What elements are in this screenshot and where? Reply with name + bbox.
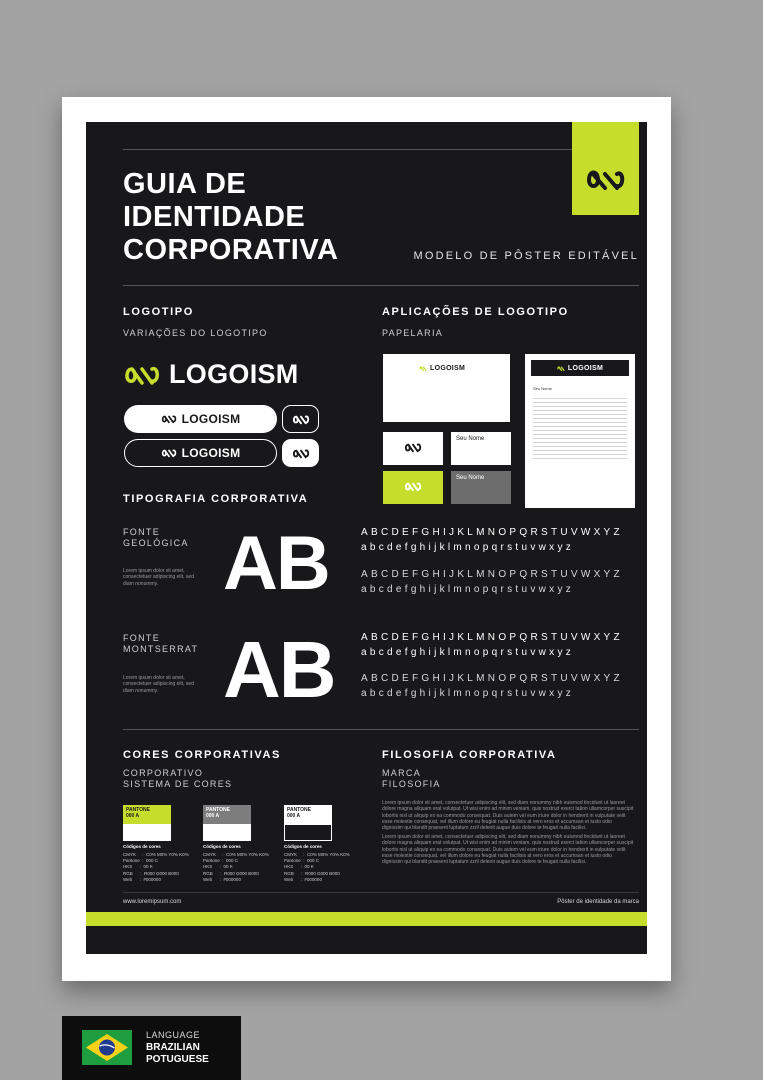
font2-uppercase: ABCDEFGHIJKLMNOPQRSTUVWXYZ: [361, 632, 623, 643]
font2-label-line-1: FONTE: [123, 633, 160, 643]
swatch-lime-spec-title: Códigos de cores: [123, 844, 161, 849]
applications-subheading: PAPELARIA: [382, 328, 444, 338]
font2-uppercase-light: ABCDEFGHIJKLMNOPQRSTUVWXYZ: [361, 673, 623, 684]
footer-bar: [86, 912, 647, 926]
business-card-gray: [451, 471, 511, 504]
logo-pill-white: [124, 405, 277, 433]
applications-heading: APLICAÇÕES DE LOGOTIPO: [382, 306, 569, 318]
logo-square-white: [282, 439, 319, 467]
primary-logo: [123, 359, 299, 390]
language-value-line-1: BRAZILIAN: [146, 1042, 200, 1053]
card-name: Seu Nome: [456, 436, 485, 442]
font2-sample: AB: [223, 625, 335, 714]
logo-heading: LOGOTIPO: [123, 306, 194, 318]
logo-subheading: VARIAÇÕES DO LOGOTIPO: [123, 328, 268, 338]
title-line-2: IDENTIDADE: [123, 201, 306, 233]
swatch-pantone-code: 000 A: [206, 813, 220, 819]
font1-label: [123, 527, 189, 549]
typography-heading: TIPOGRAFIA CORPORATIVA: [123, 493, 309, 505]
swatch-pantone-code: 000 A: [126, 813, 140, 819]
letterhead-page: [525, 354, 635, 508]
font1-uppercase: ABCDEFGHIJKLMNOPQRSTUVWXYZ: [361, 527, 623, 538]
letterhead-name: Seu Nome: [533, 386, 552, 391]
swatch-gray-bottom: [203, 824, 251, 841]
colors-sub-line-2: SISTEMA DE CORES: [123, 779, 233, 789]
logo-mark-icon: [419, 365, 428, 372]
bottom-rule: [123, 892, 639, 893]
swatch-white-top: [284, 805, 332, 824]
brand-name: LOGOISM: [181, 446, 241, 460]
swatch-lime-top: [123, 805, 171, 824]
top-rule: [123, 149, 572, 150]
swatch-gray-spec-title: Códigos de cores: [203, 844, 241, 849]
swatch-white-spec-title: Códigos de cores: [284, 844, 322, 849]
swatch-gray-top: [203, 805, 251, 824]
swatch-lime-spec: CMYK : C0% M0% Y0% K0% Pantone : 000 C HKS : 00 K RGB : R000 G000 B000 Web : #000000: [123, 852, 189, 882]
swatch-white-bottom: [284, 824, 332, 841]
language-value-line-2: POTUGUESE: [146, 1054, 209, 1065]
swatch-white-spec: CMYK : C0% M0% Y0% K0% Pantone : 000 C HKS : 00 K RGB : R000 G000 B000 Web : #000000: [284, 852, 350, 882]
philosophy-sub-line-1: MARCA: [382, 768, 422, 778]
brazil-flag-icon: [82, 1030, 132, 1065]
swatch-pantone-label: PANTONE: [287, 807, 311, 813]
poster-title: [123, 168, 338, 267]
logo-mark-icon: [557, 365, 566, 372]
logo-mark-icon: [123, 362, 161, 388]
logo-mark-icon: [404, 480, 422, 493]
footer-url: www.loremipsum.com: [123, 899, 182, 905]
card-logo: [419, 365, 465, 372]
logo-pill-outline: [124, 439, 277, 467]
swatch-gray-spec: CMYK : C0% M0% Y0% K0% Pantone : 000 C HKS : 00 K RGB : R000 G000 B000 Web : #000000: [203, 852, 269, 882]
font2-blurb: Lorem ipsum dolor sit amet, consectetuer adipiscing elit, sed diam nonummy.: [123, 675, 194, 694]
swatch-pantone-code: 000 A: [287, 813, 301, 819]
colors-subheading: [123, 768, 232, 790]
language-label: LANGUAGE: [146, 1030, 201, 1040]
poster: [86, 122, 647, 954]
brand-name: LOGOISM: [567, 364, 604, 372]
colors-sub-line-1: CORPORATIVO: [123, 768, 204, 778]
font1-blurb: Lorem ipsum dolor sit amet, consectetuer adipiscing elit, sed diam nonummy.: [123, 568, 194, 587]
colors-heading: CORES CORPORATIVAS: [123, 749, 281, 761]
title-line-1: GUIA DE: [123, 168, 247, 200]
font1-lowercase-light: abcdefghijklmnopqrstuvwxyz: [361, 584, 575, 595]
poster-subtitle: MODELO DE PÔSTER EDITÁVEL: [413, 250, 639, 262]
letterhead-card-front: [383, 354, 510, 422]
logo-mark-icon: [161, 447, 177, 459]
logo-square-outline: [282, 405, 319, 433]
swatch-lime: [123, 805, 171, 841]
philosophy-subheading: [382, 768, 441, 790]
font2-lowercase: abcdefghijklmnopqrstuvwxyz: [361, 647, 575, 658]
mid-rule: [123, 729, 639, 730]
header-rule: [123, 285, 639, 286]
font1-sample: AB: [223, 521, 329, 606]
font2-label-line-2: MONTSERRAT: [123, 644, 199, 654]
philosophy-heading: FILOSOFIA CORPORATIVA: [382, 749, 557, 761]
business-card-back: [451, 432, 511, 465]
font2-label: [123, 633, 198, 655]
business-card-lime: [383, 471, 443, 504]
swatch-gray: [203, 805, 251, 841]
logo-mark-icon: [161, 413, 177, 425]
logo-mark-icon: [404, 441, 422, 454]
brand-name: LOGOISM: [169, 359, 299, 389]
font1-lowercase: abcdefghijklmnopqrstuvwxyz: [361, 542, 575, 553]
card-name: Seu Nome: [456, 475, 485, 481]
title-line-3: CORPORATIVA: [123, 234, 339, 266]
logo-mark-icon: [292, 447, 310, 460]
font2-lowercase-light: abcdefghijklmnopqrstuvwxyz: [361, 688, 575, 699]
philosophy-paragraph-1: Lorem ipsum dolor sit amet, consectetuer adipiscing elit, sed diam nonummy nibh euismod tincidunt ut laoreet dolore magna aliquam erat volutpat. Ut wisi enim ad minim veniam, quis nostrud exerci tation ullamcorper suscipit lobortis nisl ut aliquip ex ea commodo consequat. Duis autem vel eum iriure dolor in hendrerit in vulputate velit esse molestie consequat, vel illum dolore eu feugiat nulla facilisis at vero eros et accumsan et iusto odio dignissim qui blandit praesent luptatum zzril delenit augue duis dolore te feugait nulla facilisi.: [382, 800, 634, 832]
font1-label-line-1: FONTE: [123, 527, 160, 537]
logo-mark-icon: [292, 413, 310, 426]
philosophy-paragraph-2: Lorem ipsum dolor sit amet, consectetuer adipiscing elit, sed diam nonummy nibh euismod tincidunt ut laoreet dolore magna aliquam erat volutpat. Ut wisi enim ad minim veniam, quis nostrud exerci tation ullamcorper suscipit lobortis nisl ut aliquip ex ea commodo consequat. Duis autem vel eum iriure dolor in hendrerit in vulputate velit esse molestie consequat, vel illum dolore eu feugiat nulla facilisis at vero eros et accumsan et iusto odio dignissim qui blandit praesent luptatum zzril delenit augue duis dolore te feugait nulla facilisi.: [382, 834, 634, 866]
brand-name: LOGOISM: [181, 412, 241, 426]
logo-tab: [572, 122, 639, 215]
language-value: [146, 1042, 209, 1066]
swatch-pantone-label: PANTONE: [126, 807, 150, 813]
swatch-pantone-label: PANTONE: [206, 807, 230, 813]
letterhead-body-lines: [533, 398, 627, 460]
font1-label-line-2: GEOLÓGICA: [123, 538, 189, 548]
swatch-lime-bottom: [123, 824, 171, 841]
language-badge: [62, 1016, 241, 1080]
letterhead-header: [531, 360, 629, 376]
philosophy-sub-line-2: FILOSOFIA: [382, 779, 441, 789]
brand-name: LOGOISM: [430, 365, 466, 372]
footer-tagline: Pôster de identidade da marca: [557, 899, 639, 905]
font1-uppercase-light: ABCDEFGHIJKLMNOPQRSTUVWXYZ: [361, 569, 623, 580]
swatch-white: [284, 805, 332, 841]
logo-mark-icon: [572, 122, 639, 215]
business-card-front: [383, 432, 443, 465]
